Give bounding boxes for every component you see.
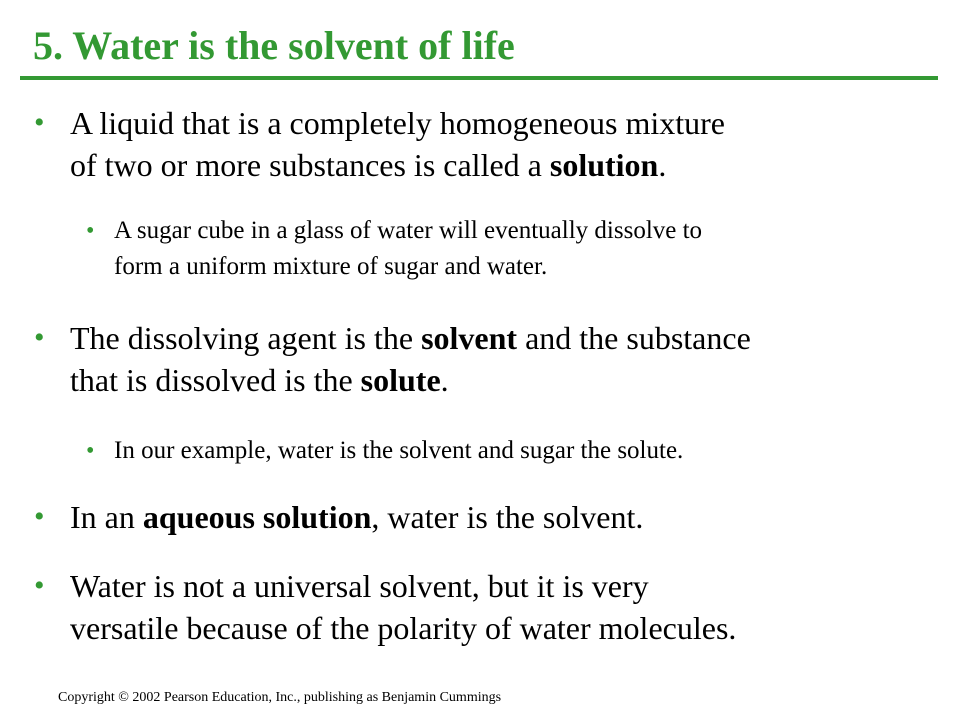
term-solvent: solvent xyxy=(421,320,518,356)
bullet-line: versatile because of the polarity of water molecules. xyxy=(70,610,737,646)
term-solute: solute xyxy=(360,362,441,398)
bullet-line: that is dissolved is the solute. xyxy=(70,362,449,398)
bullet-dot: • xyxy=(34,106,45,139)
bullet-universal-solvent xyxy=(34,565,737,649)
bullet-line: The dissolving agent is the solvent and the substance xyxy=(70,320,751,356)
slide-title: 5. Water is the solvent of life xyxy=(33,23,515,68)
bullet-line: A sugar cube in a glass of water will eventually dissolve to xyxy=(114,217,703,244)
bullet-dot: • xyxy=(86,438,95,464)
bullet-line: Water is not a universal solvent, but it is very xyxy=(70,568,649,604)
title-underline xyxy=(20,76,938,80)
copyright-notice: Copyright © 2002 Pearson Education, Inc., publishing as Benjamin Cummings xyxy=(58,690,502,705)
bullet-line: In an aqueous solution, water is the solvent. xyxy=(70,499,644,535)
bullet-aqueous-solution xyxy=(34,496,644,538)
bullet-dot: • xyxy=(34,321,45,354)
bullet-solvent-solute xyxy=(34,317,751,401)
subbullet-example xyxy=(86,433,684,469)
bullet-line: In our example, water is the solvent and sugar the solute. xyxy=(114,437,684,464)
term-aqueous-solution: aqueous solution xyxy=(142,499,372,535)
bullet-solution-definition xyxy=(34,102,725,186)
term-solution: solution xyxy=(549,147,659,183)
bullet-line: of two or more substances is called a solution. xyxy=(70,147,667,183)
bullet-dot: • xyxy=(86,218,95,244)
bullet-line: form a uniform mixture of sugar and water. xyxy=(114,253,548,280)
bullet-dot: • xyxy=(34,569,45,602)
bullet-dot: • xyxy=(34,500,45,533)
subbullet-sugar-cube xyxy=(86,213,703,285)
bullet-line: A liquid that is a completely homogeneous mixture xyxy=(70,105,725,141)
